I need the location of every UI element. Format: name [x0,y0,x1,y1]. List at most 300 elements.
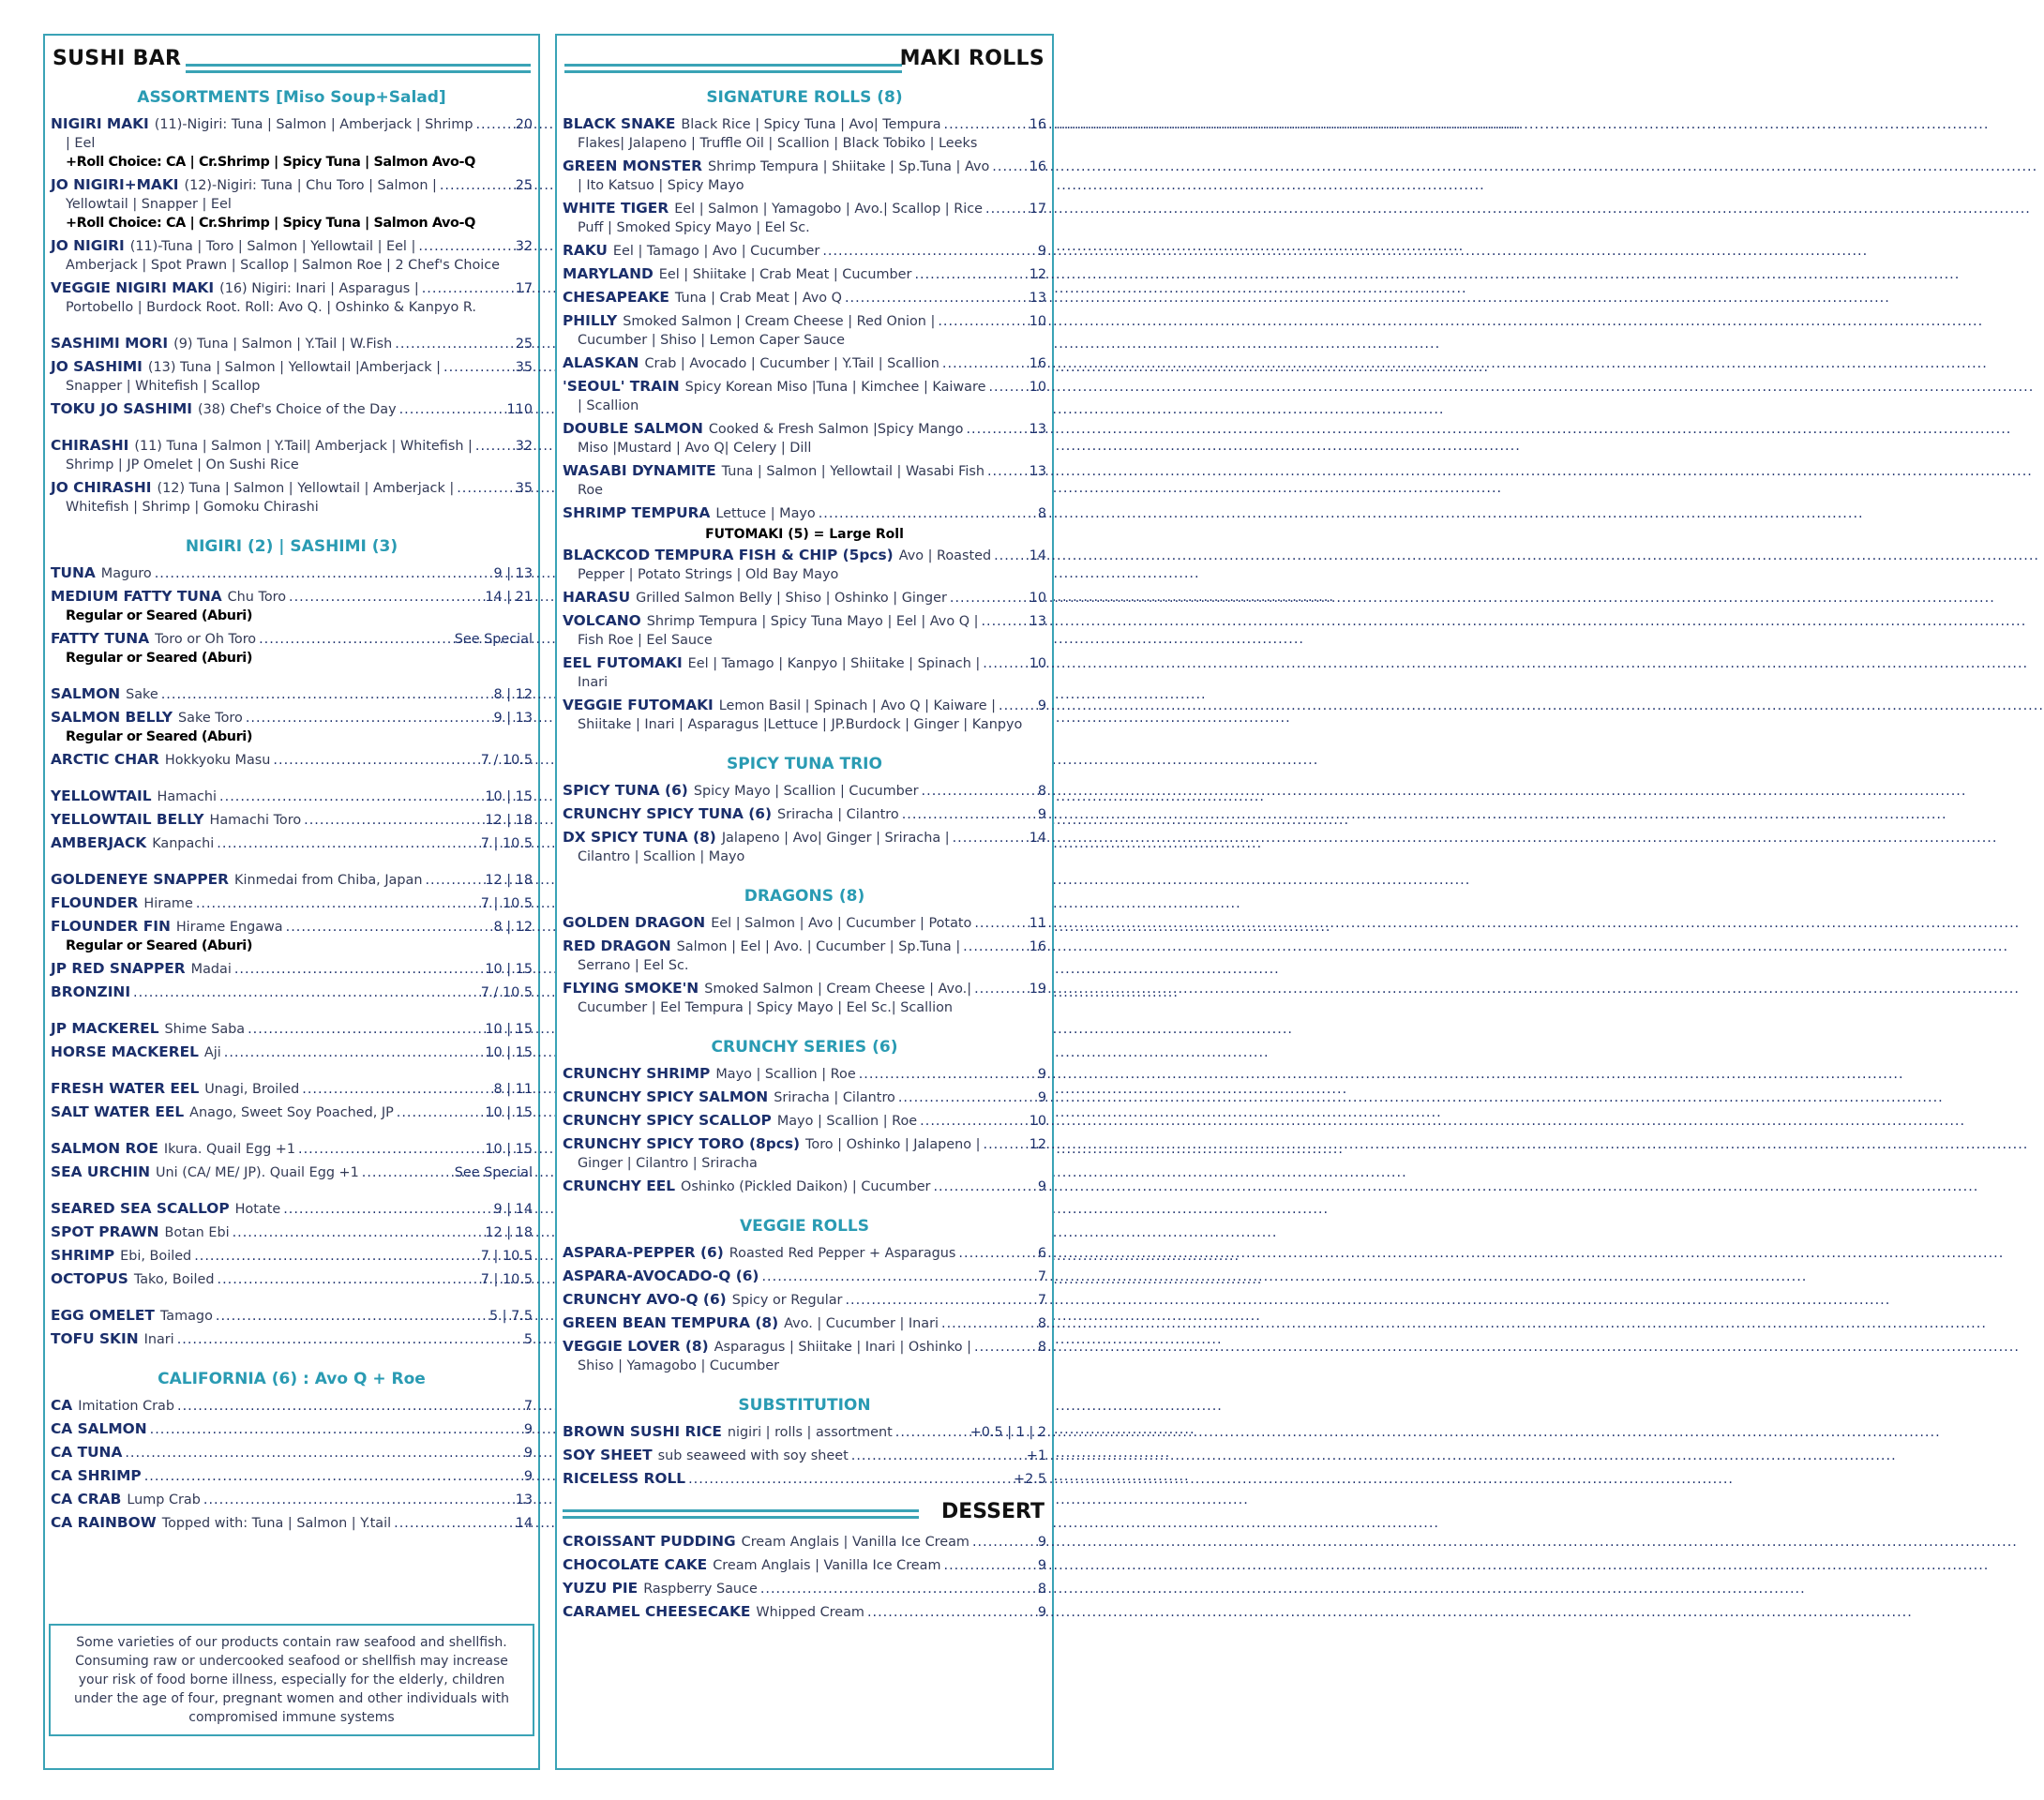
item-description: Ebi, Boiled [120,1249,192,1264]
menu-item [563,311,1046,350]
section-title: CALIFORNIA (6) : Avo Q + Roe [158,1370,426,1388]
section-spacer [51,520,533,533]
item-description-cont: Puff | Smoked Spicy Mayo | Eel Sc. [578,220,810,235]
menu-item [51,982,533,1002]
leader-dots [922,782,1035,801]
menu-item [51,893,533,913]
leader-dots [902,805,1035,824]
menu-item-line [563,1111,1046,1131]
menu-item-line [51,478,533,498]
item-name: CA RAINBOW [51,1514,157,1531]
item-description: Hamachi Toro [209,813,302,828]
menu-item-line [51,708,533,728]
item-price: 12 | 18 [485,1225,533,1240]
menu-item [563,461,1046,500]
item-description-cont: | Ito Katsuo | Spicy Mayo [578,178,744,193]
item-price: 14 [515,1516,533,1531]
section-title: SPICY TUNA TRIO [727,755,882,773]
leader-dots [958,1244,1034,1263]
spacer [51,857,533,870]
item-name: BRONZINI [51,983,131,1000]
leader-dots [125,1444,520,1462]
leader-dots [248,1020,482,1039]
menu-item [563,1267,1046,1286]
item-name: GOLDEN DRAGON [563,914,706,931]
spacer [51,1006,533,1019]
menu-item-line [563,611,1046,631]
leader-dots [985,200,1027,218]
menu-item [51,278,533,317]
item-price: 9 [1037,1090,1046,1105]
item-price: 35 [515,360,533,375]
item-name: BLACKCOD TEMPURA FISH & CHIP (5pcs) [563,547,894,563]
sushi-bar-title: SUSHI BAR [53,47,182,70]
item-name: BROWN SUSHI RICE [563,1423,722,1440]
item-name: FLYING SMOKE'N [563,980,699,997]
section-title: DRAGONS (8) [744,887,865,906]
item-description: Toro | Oshinko | Jalapeno | [805,1137,981,1152]
menu-item-line [563,114,1046,134]
item-description: Unagi, Broiled [204,1082,300,1097]
item-price: +0.5 | 1 | 2 [969,1425,1046,1440]
item-price: 9 [1037,1067,1046,1082]
futomaki-note: FUTOMAKI (5) = Large Roll [705,527,904,542]
item-description: Raspberry Sauce [643,1582,758,1597]
item-price: 10 [1029,591,1046,606]
item-name: JO NIGIRI [51,237,125,254]
section-spacer [563,1379,1046,1392]
item-description-cont: Cilantro | Scallion | Mayo [578,849,745,864]
item-description: Cooked & Fresh Salmon |Spicy Mango [708,422,964,437]
item-price: 13 [1029,464,1046,479]
leader-dots [475,115,512,134]
leader-dots [177,1330,521,1349]
item-price: 16 [1029,939,1046,954]
item-name: ASPARA-AVOCADO-Q (6) [563,1268,759,1284]
section-spacer [563,738,1046,751]
item-description: Eel | Tamago | Kanpyo | Shiitake | Spinach | [687,656,981,671]
leader-dots [217,834,478,853]
item-name: RICELESS ROLL [563,1470,686,1487]
menu-item [563,199,1046,237]
item-description: Mayo | Scallion | Roe [715,1067,856,1082]
item-description-cont: Yellowtail | Snapper | Eel [66,197,232,212]
item-price: 9 [1037,1605,1046,1620]
item-price: 7 [1037,1293,1046,1308]
item-description: Topped with: Tuna | Salmon | Y.tail [161,1516,392,1531]
menu-item [51,1490,533,1509]
menu-item [51,399,533,419]
item-name: FATTY TUNA [51,630,150,647]
section-title: NIGIRI (2) | SASHIMI (3) [185,537,398,556]
menu-item-line [563,288,1046,308]
menu-item-line [563,1602,1046,1622]
menu-item [563,1088,1046,1107]
menu-item [563,653,1046,692]
item-price: 10 | 15 [485,962,533,977]
item-price: 7 [1037,1269,1046,1284]
item-price: 16 [1029,159,1046,174]
menu-item-line [51,1419,533,1439]
leader-dots [216,1307,487,1326]
item-price: 8 [1037,1316,1046,1331]
item-description: Maguro [100,566,152,581]
menu-item [51,563,533,583]
leader-dots [953,829,1027,848]
item-price: 20 [515,117,533,132]
leader-dots [233,1223,483,1242]
item-name: SALMON BELLY [51,709,173,726]
item-description: Mayo | Scallion | Roe [776,1114,918,1129]
maki-rolls-column [555,34,1054,1770]
item-description: Toro or Oh Toro [155,632,257,647]
menu-item-line [563,1267,1046,1286]
item-description-cont: Cucumber | Shiso | Lemon Caper Sauce [578,333,845,348]
sushi-bar-header [45,36,538,84]
item-price: 7 / 10.5 [480,985,533,1000]
item-description: Asparagus | Shiitake | Inari | Oshinko | [714,1340,972,1355]
menu-item-line [563,1469,1046,1489]
leader-dots [867,1603,1035,1622]
item-name: CRUNCHY SPICY TUNA (6) [563,805,773,822]
menu-item [563,503,1046,523]
item-description-cont: Portobello | Burdock Root. Roll: Avo Q. | Oshinko & Kanpyo R. [66,300,476,315]
item-description: Eel | Shiitake | Crab Meat | Cucumber [658,267,912,282]
menu-item-line [563,419,1046,439]
section-title: CRUNCHY SERIES (6) [711,1038,898,1057]
menu-item-line [51,1443,533,1462]
section-spacer [51,1353,533,1366]
menu-item [51,114,533,172]
menu-item-line [563,264,1046,284]
menu-item-line [51,1269,533,1289]
menu-item-line [51,399,533,419]
menu-item [563,114,1046,153]
item-price: 9 | 14 [493,1202,533,1217]
menu-item [51,1199,533,1219]
item-description-cont: Shiso | Yamagobo | Cucumber [578,1358,780,1373]
item-description-cont: Cucumber | Eel Tempura | Spicy Mayo | Eel Sc.| Scallion [578,1000,954,1015]
menu-item-line [51,278,533,298]
menu-item [563,264,1046,284]
item-name: TOFU SKIN [51,1330,139,1347]
item-price: 12 [1029,267,1046,282]
item-name: YUZU PIE [563,1580,639,1597]
leader-dots [974,1338,1035,1357]
item-name: CROISSANT PUDDING [563,1533,736,1550]
menu-item [563,1422,1046,1442]
menu-item-line [563,157,1046,176]
menu-item [563,1446,1046,1465]
item-description: Aji [203,1045,221,1060]
menu-item [563,913,1046,933]
leader-dots [224,1043,483,1062]
menu-item-line [563,377,1046,397]
item-description: (9) Tuna | Salmon | Y.Tail | W.Fish [173,337,393,352]
menu-item [51,1162,533,1182]
item-description: Sake Toro [178,711,243,726]
leader-dots [218,1270,478,1289]
menu-item-line [51,1222,533,1242]
menu-item-line [51,175,533,195]
item-price: 10 [1029,1114,1046,1129]
item-price: 14 [1029,831,1046,846]
item-description: (11)-Tuna | Toro | Salmon | Yellowtail | Eel | [129,239,416,254]
item-description: sub seaweed with soy sheet [657,1448,849,1463]
menu-item-line [563,1064,1046,1084]
item-price: 13 [1029,291,1046,306]
item-description: Kinmedai from Chiba, Japan [234,873,423,888]
menu-item [563,1469,1046,1489]
item-name: SALMON ROE [51,1140,158,1157]
leader-dots [302,1080,490,1099]
menu-item-line [563,1422,1046,1442]
menu-item-line [563,1134,1046,1154]
item-price: See Special [454,1165,533,1180]
item-name: YELLOWTAIL BELLY [51,811,204,828]
item-description: Eel | Salmon | Yamagobo | Avo.| Scallop | Rice [674,202,983,217]
item-price: 7 / 10.5 [480,753,533,768]
menu-item [51,334,533,353]
item-name: JO SASHIMI [51,358,143,375]
item-name: SHRIMP TEMPURA [563,504,711,521]
menu-item-line [563,461,1046,481]
menu-item-line [51,1019,533,1039]
sushi-bar-column [43,34,540,1770]
item-price: 9 [1037,1558,1046,1573]
item-price: 10 [1029,314,1046,329]
menu-item [51,870,533,890]
menu-item-line [51,334,533,353]
item-description-cont: Snapper | Whitefish | Scallop [66,379,261,394]
menu-item-line [51,1162,533,1182]
item-name: DX SPICY TUNA (8) [563,829,716,846]
header-rule [563,1509,919,1519]
leader-dots [819,504,1035,523]
menu-item-line [563,1532,1046,1552]
item-name: CARAMEL CHEESECAKE [563,1603,751,1620]
item-name: SPOT PRAWN [51,1223,159,1240]
menu-item-line [51,1466,533,1486]
leader-dots [859,1065,1035,1084]
item-description-cont: Flakes| Jalapeno | Truffle Oil | Scallion | Black Tobiko | Leeks [578,136,978,151]
menu-item [51,1466,533,1486]
leader-dots [234,960,483,979]
item-name: FLOUNDER [51,894,139,911]
item-price: 25 [515,178,533,193]
menu-item-line [563,913,1046,933]
item-name: JP RED SNAPPER [51,960,186,977]
item-description: Tuna | Salmon | Yellowtail | Wasabi Fish [721,464,984,479]
item-price: 7 | 10.5 [480,836,533,851]
menu-item-line [563,653,1046,673]
item-name: PHILLY [563,312,618,329]
item-price: 5 [523,1332,533,1347]
item-description: Whipped Cream [756,1605,864,1620]
item-description: Hamachi [157,789,218,804]
menu-item-line [563,1177,1046,1196]
item-description-cont: | Scallion [578,398,639,413]
menu-item-line [51,684,533,704]
item-price: +1 [1026,1448,1046,1463]
menu-item [51,787,533,806]
item-name: CHOCOLATE CAKE [563,1556,708,1573]
leader-dots [974,914,1026,933]
item-name: GREEN MONSTER [563,158,702,174]
leader-dots [988,378,1026,397]
leader-dots [851,1447,1024,1465]
menu-item [563,288,1046,308]
item-name: VEGGIE NIGIRI MAKI [51,279,215,296]
leader-dots [950,589,1027,608]
item-name: VEGGIE FUTOMAKI [563,697,714,713]
item-description: Jalapeno | Avo| Ginger | Sriracha | [721,831,950,846]
menu-item [51,1079,533,1099]
menu-item-line [51,587,533,607]
leader-dots [194,1247,478,1266]
menu-item [51,1419,533,1439]
item-description: (12)-Nigiri: Tuna | Chu Toro | Salmon | [184,178,437,193]
leader-dots [920,1112,1027,1131]
menu-item [51,917,533,955]
item-name: SOY SHEET [563,1447,653,1463]
item-name: NIGIRI MAKI [51,115,149,132]
item-name: CA [51,1397,73,1414]
menu-item [563,588,1046,608]
sushi-bar-list [51,84,533,1537]
item-description: Grilled Salmon Belly | Shiso | Oshinko | Ginger [636,591,947,606]
item-description: Shrimp Tempura | Shiitake | Sp.Tuna | Avo [707,159,990,174]
item-name: CHIRASHI [51,437,129,454]
item-description-cont: Shrimp | JP Omelet | On Sushi Rice [66,458,299,472]
menu-item-line [563,937,1046,956]
menu-item [563,157,1046,195]
item-price: 13 [1029,614,1046,629]
menu-item-line [51,982,533,1002]
item-description: Imitation Crab [78,1399,174,1414]
item-price: 10 | 15 [485,789,533,804]
menu-item-line [563,1579,1046,1598]
item-name: VOLCANO [563,612,641,629]
item-name: ASPARA-PEPPER (6) [563,1244,724,1261]
menu-item [51,478,533,517]
item-name: EGG OMELET [51,1307,155,1324]
item-price: 9 [1037,698,1046,713]
item-name: SPICY TUNA (6) [563,782,688,799]
item-price: 17 [1029,202,1046,217]
menu-item-line [51,436,533,456]
item-price: 17 [515,281,533,296]
maki-rolls-list [563,84,1046,1626]
header-rule [186,64,531,73]
leader-dots [898,1088,1035,1107]
menu-item-line [51,1042,533,1062]
menu-item-line [563,979,1046,998]
item-name: HORSE MACKEREL [51,1043,199,1060]
menu-item [563,1313,1046,1333]
menu-item-line [51,870,533,890]
leader-dots [984,1135,1027,1154]
menu-item [563,611,1046,650]
item-price: 10 | 15 [485,1142,533,1157]
leader-dots [440,176,513,195]
item-description: Tamago [159,1309,213,1324]
menu-item [51,1306,533,1326]
leader-dots [688,1470,1011,1489]
menu-item-line [563,199,1046,218]
menu-item-line [51,1513,533,1533]
section-title: SUBSTITUTION [738,1396,871,1415]
menu-item [51,1329,533,1349]
item-name: RAKU [563,242,608,259]
menu-item [51,629,533,668]
item-price: 8 [1037,784,1046,799]
item-description-cont: Pepper | Potato Strings | Old Bay Mayo [578,567,839,582]
leader-dots [219,788,482,806]
menu-item-line [563,546,1046,565]
item-price: 6 [1037,1246,1046,1261]
leader-dots [963,938,1027,956]
item-description: Inari [143,1332,174,1347]
item-price: 10 [1029,380,1046,395]
leader-dots [155,564,491,583]
menu-item [563,979,1046,1017]
item-price: 8 [1037,506,1046,521]
menu-item-line [563,1088,1046,1107]
menu-item-line [563,696,1046,715]
leader-dots [966,420,1026,439]
item-name: CRUNCHY SPICY SCALLOP [563,1112,772,1129]
item-price: 14 | 21 [485,590,533,605]
menu-item [51,1513,533,1533]
leader-dots [994,547,1027,565]
item-description: (11)-Nigiri: Tuna | Salmon | Amberjack | Shrimp [154,117,473,132]
item-name: YELLOWTAIL [51,788,152,804]
item-description-cont: Shiitake | Inari | Asparagus |Lettuce | JP.Burdock | Ginger | Kanpyo [578,717,1023,732]
item-name: SHRIMP [51,1247,115,1264]
item-description: Lump Crab [127,1492,201,1508]
item-price: 8 | 12 [493,920,533,935]
menu-item-line [51,810,533,830]
menu-item [563,419,1046,458]
item-price: 10 | 15 [485,1045,533,1060]
menu-item-line [563,1337,1046,1357]
item-price: 16 [1029,356,1046,371]
menu-item-line [51,1199,533,1219]
item-description: Tuna | Crab Meat | Avo Q [674,291,842,306]
spacer [51,423,533,436]
menu-item [563,804,1046,824]
item-name: VEGGIE LOVER (8) [563,1338,709,1355]
menu-item [563,241,1046,261]
item-price: 9 [523,1469,533,1484]
menu-item [51,1042,533,1062]
menu-item [51,357,533,396]
section-spacer [563,1021,1046,1034]
menu-item-line [563,311,1046,331]
item-description: Chu Toro [227,590,287,605]
item-description: Spicy Mayo | Scallion | Cucumber [693,784,919,799]
item-name: JP MACKEREL [51,1020,159,1037]
item-price: 12 [1029,1137,1046,1152]
menu-item [51,684,533,704]
leader-dots [443,358,513,377]
menu-item-line [51,114,533,134]
menu-item [51,1019,533,1039]
item-description-cont: Ginger | Cilantro | Sriracha [578,1156,758,1171]
item-description: Black Rice | Spicy Tuna | Avo| Tempura [681,117,941,132]
item-description: Roasted Red Pepper + Asparagus [729,1246,956,1261]
